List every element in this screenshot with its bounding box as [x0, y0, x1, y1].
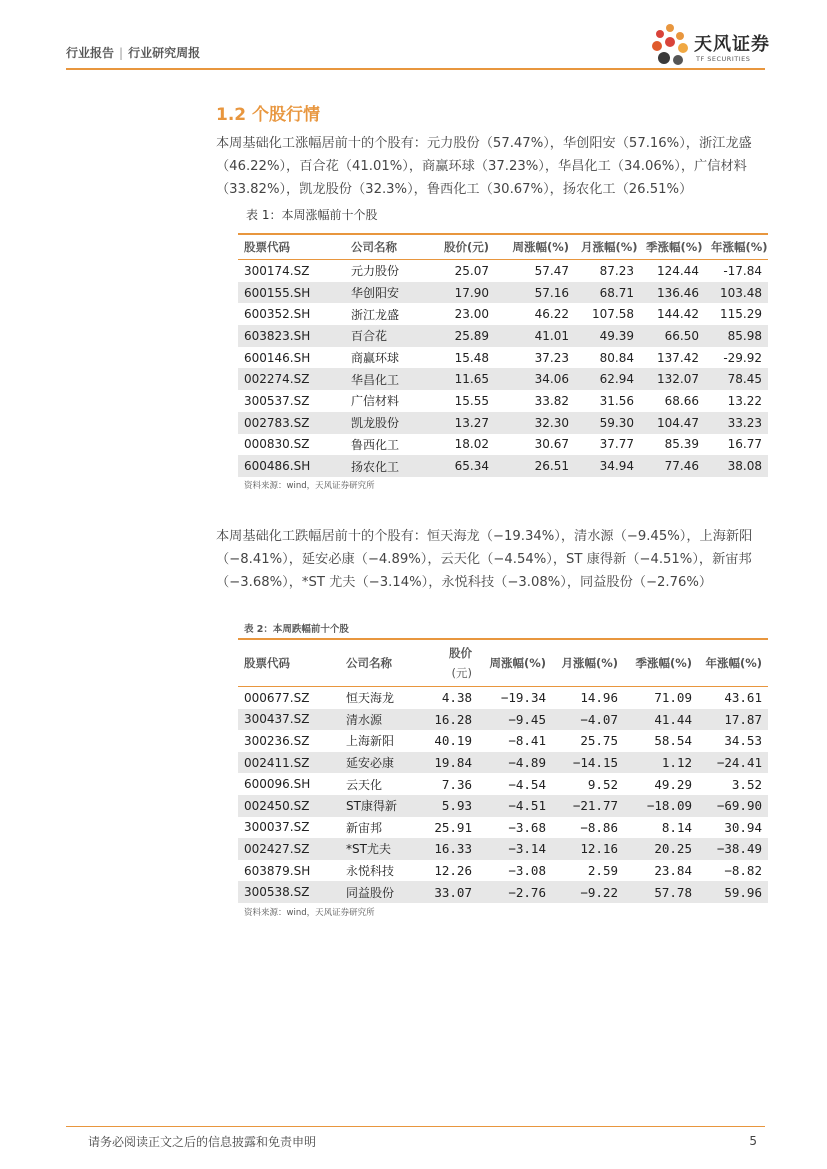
cell-company: 广信材料: [351, 394, 400, 409]
cell-price: 7.36: [441, 776, 472, 792]
cell-month: 9.52: [587, 776, 618, 792]
gainers-paragraph: 本周基础化工涨幅居前十的个股有：元力股份（57.47%），华创阳安（57.16%），浙江龙盛（46.22%），百合花（41.01%），商赢环球（37.23%），华昌化工（34.06%），广信材料（33.82%），凯龙股份（32.3%），鲁西化工（30.67%），扬农化工（26.51%）: [216, 136, 752, 197]
table2-source: 资料来源：wind，天风证券研究所: [244, 908, 375, 918]
cell-week: 37.23: [534, 350, 569, 365]
table2-header-row: [238, 639, 768, 687]
table-row: [238, 390, 768, 412]
cell-week: −2.76: [478, 881, 552, 903]
cell-price: 40.19: [434, 733, 472, 749]
cell-month: 12.16: [552, 838, 624, 860]
table2-header-code: 股票代码: [238, 639, 332, 687]
page-number: 5: [749, 1134, 757, 1148]
cell-quarter: −18.09: [624, 795, 698, 817]
cell-quarter: 23.84: [654, 863, 692, 879]
cell-company: 新宙邦: [346, 820, 383, 835]
table2-header-week: 周涨幅(%): [478, 639, 552, 687]
cell-price: 15.48: [454, 350, 489, 365]
cell-week: −19.34: [500, 690, 546, 706]
cell-company: 上海新阳: [346, 734, 395, 749]
table-row: [238, 412, 768, 434]
cell-week: −3.14: [478, 838, 552, 860]
cell-quarter: 144.42: [657, 307, 699, 322]
footer-divider: [66, 1126, 765, 1127]
cell-price: 4.38: [441, 690, 472, 706]
cell-month: 25.75: [580, 733, 618, 749]
cell-price: 16.28: [410, 709, 478, 731]
cell-week: 57.16: [495, 282, 575, 304]
table1-header-code: 股票代码: [238, 234, 337, 260]
cell-month: 14.96: [580, 690, 618, 706]
cell-quarter: 132.07: [640, 368, 705, 390]
table1-source: 资料来源：wind，天风证券研究所: [244, 481, 375, 491]
cell-company: 同益股份: [332, 881, 410, 903]
table2-header-year: 年涨幅(%): [698, 639, 768, 687]
cell-week: −4.89: [478, 752, 552, 774]
cell-company: 华创阳安: [337, 282, 417, 304]
cell-quarter: 104.47: [640, 412, 705, 434]
cell-price: 16.33: [410, 838, 478, 860]
header-divider: [66, 68, 765, 70]
table2-header-price-line2: (元): [451, 666, 472, 680]
table-row: [238, 282, 768, 304]
table1-header-price: 股价(元): [417, 234, 495, 260]
cell-price: 18.02: [454, 437, 489, 452]
cell-code: 600096.SH: [244, 777, 311, 792]
cell-quarter: 77.46: [640, 455, 705, 477]
cell-code: 300437.SZ: [238, 709, 332, 731]
cell-year: 3.52: [731, 776, 762, 792]
cell-code: 002411.SZ: [238, 752, 332, 774]
cell-year: 103.48: [705, 282, 768, 304]
cell-company: 鲁西化工: [351, 437, 400, 452]
table-row: [238, 881, 768, 903]
cell-month: 37.77: [599, 437, 634, 452]
cell-company: 华昌化工: [337, 368, 417, 390]
cell-year: -17.84: [723, 263, 762, 278]
cell-company: 凯龙股份: [337, 412, 417, 434]
table-row: [238, 687, 768, 709]
cell-code: 600155.SH: [238, 282, 337, 304]
top-losers-table: [238, 638, 768, 903]
logo-subtitle: TF SECURITIES: [696, 55, 751, 63]
cell-company: 清水源: [332, 709, 410, 731]
cell-price: 19.84: [410, 752, 478, 774]
cell-company: 浙江龙盛: [351, 307, 400, 322]
cell-week: −3.68: [508, 819, 546, 835]
cell-code: 300236.SZ: [244, 733, 310, 748]
cell-company: 商赢环球: [351, 351, 400, 366]
table-row: [238, 368, 768, 390]
cell-price: 25.89: [417, 325, 495, 347]
cell-company: 百合花: [337, 325, 417, 347]
table1-header-month: 月涨幅(%): [575, 234, 640, 260]
cell-code: 300174.SZ: [244, 263, 310, 278]
cell-price: 25.07: [454, 263, 489, 278]
table2-header-price: [410, 639, 478, 687]
cell-week: 30.67: [534, 437, 569, 452]
cell-price: 25.91: [434, 819, 472, 835]
cell-price: 23.00: [454, 307, 489, 322]
cell-quarter: 41.44: [624, 709, 698, 731]
cell-quarter: 136.46: [640, 282, 705, 304]
flower-logo-icon: [650, 20, 696, 72]
cell-month: −14.15: [552, 752, 624, 774]
cell-quarter: 66.50: [640, 325, 705, 347]
cell-month: 68.71: [575, 282, 640, 304]
cell-year: 59.96: [698, 881, 768, 903]
cell-quarter: 58.54: [654, 733, 692, 749]
table-row: [238, 455, 768, 477]
cell-code: 002450.SZ: [238, 795, 332, 817]
cell-year: 38.08: [705, 455, 768, 477]
cell-month: 62.94: [575, 368, 640, 390]
table-row: [238, 838, 768, 860]
table-row: [238, 817, 768, 839]
cell-code: 000677.SZ: [244, 690, 310, 705]
table2-header-company: 公司名称: [332, 639, 410, 687]
logo-name: 天风证券: [694, 34, 770, 55]
cell-code: 002274.SZ: [238, 368, 337, 390]
cell-company: 延安必康: [332, 752, 410, 774]
table2-caption: 表 2：本周跌幅前十个股: [244, 624, 349, 635]
cell-week: 34.06: [495, 368, 575, 390]
cell-company: ST康得新: [332, 795, 410, 817]
cell-price: 15.55: [454, 393, 489, 408]
table-row: [238, 752, 768, 774]
cell-price: 65.34: [417, 455, 495, 477]
cell-code: 002427.SZ: [238, 838, 332, 860]
cell-month: −21.77: [552, 795, 624, 817]
cell-code: 002783.SZ: [238, 412, 337, 434]
cell-year: 33.23: [705, 412, 768, 434]
cell-quarter: 85.39: [664, 437, 699, 452]
header-crumb-industry-report: 行业报告: [66, 46, 115, 60]
table-row: [238, 325, 768, 347]
cell-month: 31.56: [599, 393, 634, 408]
cell-month: 59.30: [575, 412, 640, 434]
table-row: [238, 860, 768, 882]
cell-quarter: 49.29: [654, 776, 692, 792]
cell-quarter: 20.25: [624, 838, 698, 860]
cell-year: 115.29: [720, 307, 762, 322]
table2-header-quarter: 季涨幅(%): [624, 639, 698, 687]
table-row: [238, 434, 768, 456]
cell-quarter: 68.66: [664, 393, 699, 408]
table-row: [238, 773, 768, 795]
cell-price: 5.93: [410, 795, 478, 817]
table1-header-week: 周涨幅(%): [495, 234, 575, 260]
table-row: [238, 347, 768, 369]
losers-paragraph: 本周基础化工跌幅居前十的个股有：恒天海龙（−19.34%），清水源（−9.45%），上海新阳（−8.41%），延安必康（−4.89%），云天化（−4.54%），ST 康得新（−4.51%），新宙邦（−3.68%），*ST 尤夫（−3.14%），永悦科技（−3.08%），同益股份（−2.76%）: [216, 529, 753, 590]
table-row: [238, 303, 768, 325]
cell-year: 13.22: [727, 393, 762, 408]
cell-code: 600352.SH: [244, 307, 311, 322]
cell-week: 33.82: [534, 393, 569, 408]
report-header: [66, 44, 200, 61]
cell-price: 33.07: [410, 881, 478, 903]
cell-company: *ST尤夫: [332, 838, 410, 860]
cell-price: 12.26: [434, 863, 472, 879]
table1-header-company: 公司名称: [337, 234, 417, 260]
table1-caption: 表 1：本周涨幅前十个股: [246, 208, 378, 222]
cell-week: 41.01: [495, 325, 575, 347]
cell-company: 元力股份: [351, 264, 400, 279]
cell-year: −8.82: [724, 863, 762, 879]
top-gainers-table: [238, 233, 768, 477]
company-logo: [650, 20, 770, 72]
cell-price: 13.27: [417, 412, 495, 434]
cell-year: 16.77: [727, 437, 762, 452]
cell-week: 26.51: [495, 455, 575, 477]
section-title: 1.2 个股行情: [216, 105, 321, 125]
cell-code: 600146.SH: [244, 350, 311, 365]
table-row: [238, 260, 768, 282]
cell-month: −8.86: [580, 819, 618, 835]
cell-year: 17.87: [698, 709, 768, 731]
cell-price: 11.65: [417, 368, 495, 390]
cell-week: 46.22: [534, 307, 569, 322]
cell-year: 30.94: [724, 819, 762, 835]
cell-year: −69.90: [698, 795, 768, 817]
cell-week: −8.41: [508, 733, 546, 749]
cell-code: 603879.SH: [244, 863, 311, 878]
cell-year: 85.98: [705, 325, 768, 347]
cell-month: 87.23: [599, 263, 634, 278]
cell-company: 永悦科技: [346, 864, 395, 879]
table-row: [238, 795, 768, 817]
table1-header-quarter: 季涨幅(%): [640, 234, 705, 260]
table-row: [238, 709, 768, 731]
cell-year: −38.49: [698, 838, 768, 860]
cell-month: 107.58: [592, 307, 634, 322]
cell-year: -29.92: [723, 350, 762, 365]
cell-week: −3.08: [508, 863, 546, 879]
cell-company: 云天化: [346, 777, 383, 792]
cell-code: 600486.SH: [238, 455, 337, 477]
cell-code: 603823.SH: [238, 325, 337, 347]
cell-month: 2.59: [587, 863, 618, 879]
table1-header-year: 年涨幅(%): [705, 234, 768, 260]
cell-code: 000830.SZ: [244, 437, 310, 452]
cell-company: 恒天海龙: [346, 691, 395, 706]
cell-code: 300538.SZ: [238, 881, 332, 903]
cell-week: −4.51: [478, 795, 552, 817]
table1-header-row: [238, 234, 768, 260]
cell-year: −24.41: [698, 752, 768, 774]
cell-quarter: 1.12: [624, 752, 698, 774]
cell-quarter: 57.78: [624, 881, 698, 903]
cell-year: 78.45: [705, 368, 768, 390]
cell-quarter: 137.42: [657, 350, 699, 365]
cell-price: 17.90: [417, 282, 495, 304]
table-row: [238, 730, 768, 752]
cell-week: −4.54: [508, 776, 546, 792]
cell-month: −9.22: [552, 881, 624, 903]
cell-quarter: 8.14: [661, 819, 692, 835]
footer-disclaimer: 请务必阅读正文之后的信息披露和免责申明: [88, 1135, 317, 1149]
header-crumb-weekly: 行业研究周报: [128, 46, 201, 60]
table2-header-month: 月涨幅(%): [552, 639, 624, 687]
cell-week: 57.47: [534, 263, 569, 278]
cell-week: 32.30: [495, 412, 575, 434]
cell-code: 300537.SZ: [244, 393, 310, 408]
table2-header-price-line1: 股价: [449, 646, 472, 660]
cell-week: −9.45: [478, 709, 552, 731]
cell-month: 80.84: [599, 350, 634, 365]
cell-quarter: 71.09: [654, 690, 692, 706]
cell-month: 49.39: [575, 325, 640, 347]
cell-code: 300037.SZ: [244, 820, 310, 835]
cell-year: 43.61: [724, 690, 762, 706]
cell-month: −4.07: [552, 709, 624, 731]
cell-year: 34.53: [724, 733, 762, 749]
cell-quarter: 124.44: [657, 263, 699, 278]
cell-month: 34.94: [575, 455, 640, 477]
cell-company: 扬农化工: [337, 455, 417, 477]
header-separator: |: [119, 46, 124, 60]
